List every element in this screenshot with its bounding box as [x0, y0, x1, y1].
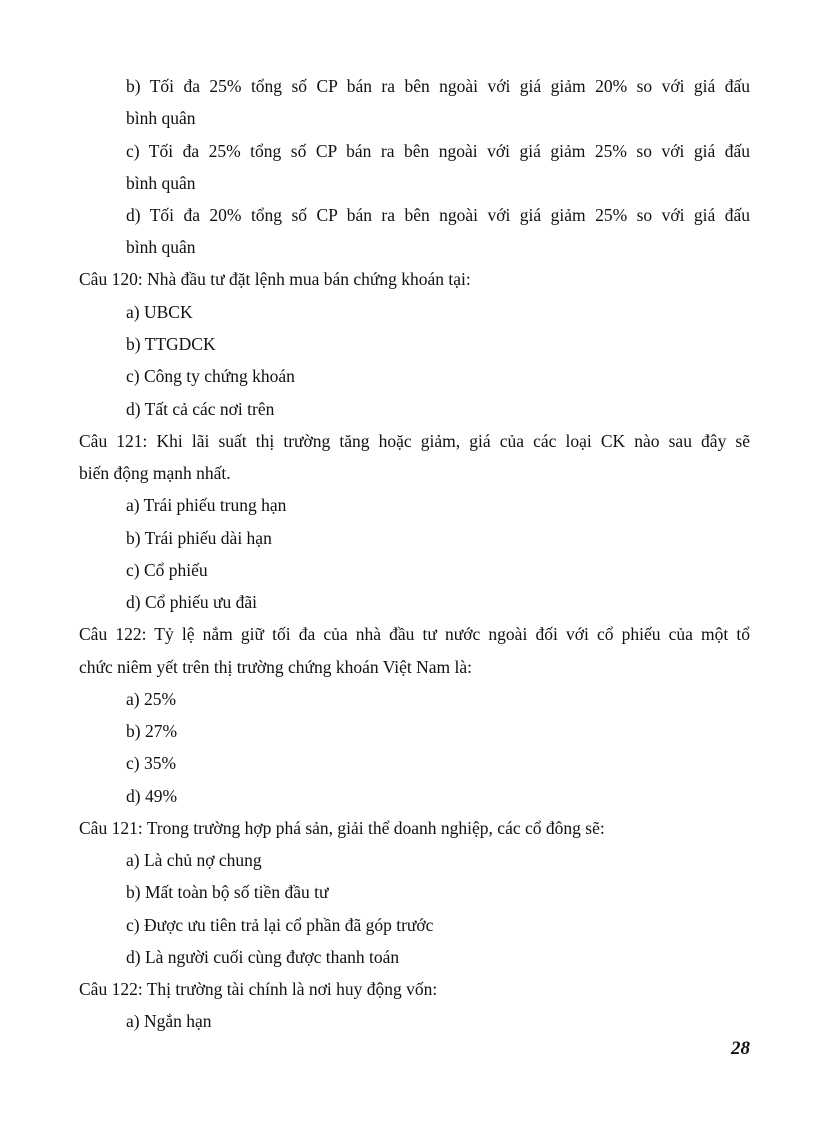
- question-option: d) Là người cuối cùng được thanh toán: [126, 947, 400, 967]
- question-option: c) Công ty chứng khoán: [126, 366, 295, 386]
- option-d-prev-cont: bình quân: [126, 237, 196, 257]
- question-option: a) Là chủ nợ chung: [126, 850, 262, 870]
- question-option: a) 25%: [126, 689, 177, 709]
- question-option: c) Cổ phiếu: [126, 560, 208, 580]
- question-option: a) Ngắn hạn: [126, 1011, 212, 1031]
- option-b-prev: b) Tối đa 25% tổng số CP bán ra bên ngoài với giá giảm 20% so với giá đấu: [126, 76, 750, 96]
- page-number: 28: [731, 1038, 750, 1059]
- question-title-cont: biến động mạnh nhất.: [79, 463, 231, 483]
- question-option: c) 35%: [126, 753, 177, 773]
- question-option: b) Mất toàn bộ số tiền đầu tư: [126, 882, 329, 902]
- question-option: c) Được ưu tiên trả lại cổ phần đã góp trước: [126, 915, 434, 935]
- question-option: d) Tất cả các nơi trên: [126, 399, 275, 419]
- question-title: Câu 120: Nhà đầu tư đặt lệnh mua bán chứng khoán tại:: [79, 269, 471, 289]
- question-option: b) Trái phiếu dài hạn: [126, 528, 272, 548]
- option-d-prev: d) Tối đa 20% tổng số CP bán ra bên ngoài với giá giảm 25% so với giá đấu: [126, 205, 750, 225]
- question-title-cont: chức niêm yết trên thị trường chứng khoán Việt Nam là:: [79, 657, 473, 677]
- option-c-prev-cont: bình quân: [126, 173, 196, 193]
- question-title: Câu 121: Trong trường hợp phá sản, giải thể doanh nghiệp, các cổ đông sẽ:: [79, 818, 605, 838]
- question-title: Câu 122: Thị trường tài chính là nơi huy động vốn:: [79, 979, 438, 999]
- question-option: d) 49%: [126, 786, 178, 806]
- option-c-prev: c) Tối đa 25% tổng số CP bán ra bên ngoài với giá giảm 25% so với giá đấu: [126, 141, 750, 161]
- question-option: a) UBCK: [126, 302, 193, 322]
- question-option: a) Trái phiếu trung hạn: [126, 495, 287, 515]
- question-option: d) Cổ phiếu ưu đãi: [126, 592, 257, 612]
- question-title: Câu 122: Tỷ lệ nắm giữ tối đa của nhà đầu tư nước ngoài đối với cổ phiếu của một tổ: [79, 624, 750, 644]
- question-title: Câu 121: Khi lãi suất thị trường tăng hoặc giảm, giá của các loại CK nào sau đây sẽ: [79, 431, 750, 451]
- option-b-prev-cont: bình quân: [126, 108, 196, 128]
- question-option: b) 27%: [126, 721, 178, 741]
- question-option: b) TTGDCK: [126, 334, 216, 354]
